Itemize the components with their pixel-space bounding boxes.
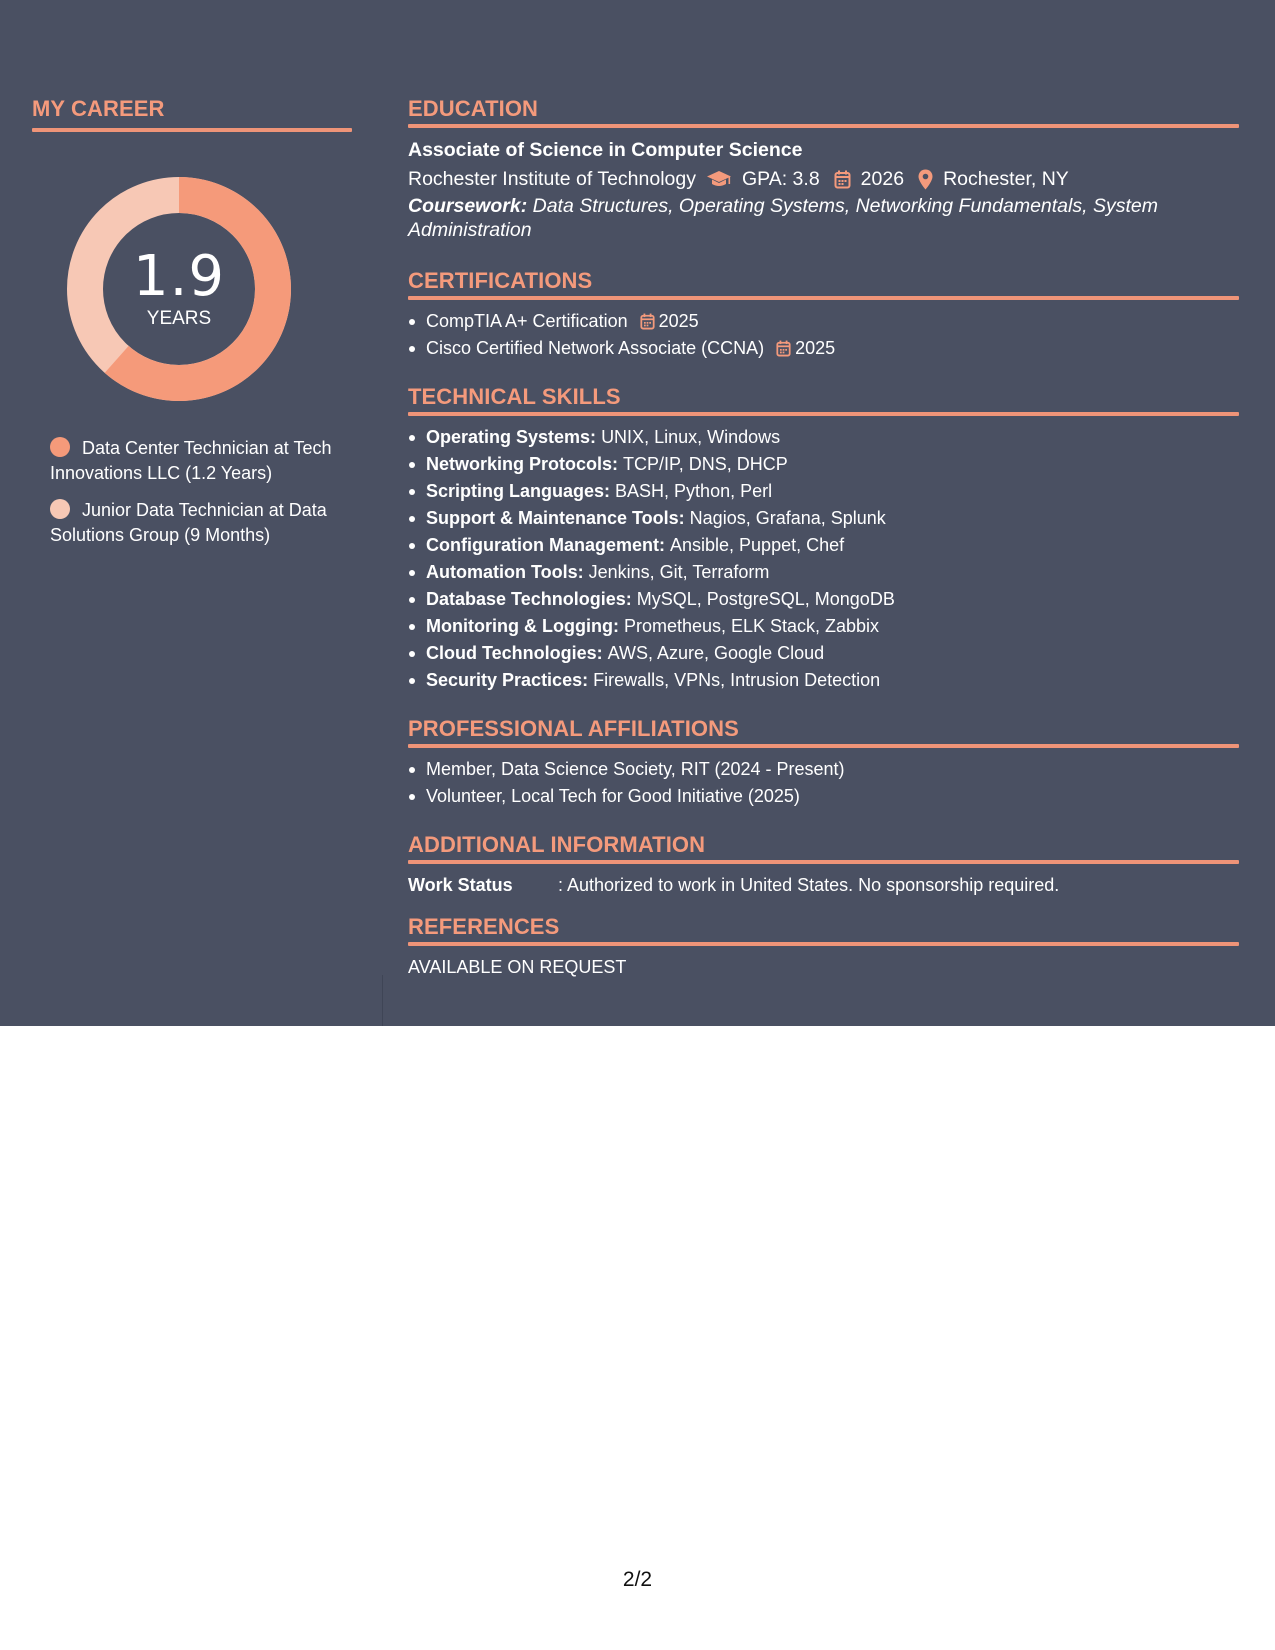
affiliations-title-rule [408,744,1239,748]
skill-value: Prometheus, ELK Stack, Zabbix [623,616,880,636]
legend-dot-icon [50,499,70,519]
education-section [408,94,1239,242]
skills-title: TECHNICAL SKILLS [408,384,621,409]
certifications-section [408,266,1239,362]
skills-title-rule [408,412,1239,416]
skill-value: TCP/IP, DNS, DHCP [623,454,788,474]
additional-info-title-rule [408,860,1239,864]
skill-value: Ansible, Puppet, Chef [670,535,845,555]
work-status-value: : Authorized to work in United States. No sponsorship required. [558,875,1060,895]
skill-label: Monitoring & Logging: [426,616,619,636]
skill-label: Database Technologies: [426,589,632,609]
certification-name: CompTIA A+ Certification [426,311,628,331]
work-status-row [408,872,1239,898]
education-location: Rochester, NY [943,168,1069,190]
references-text: AVAILABLE ON REQUEST [408,957,627,977]
skill-value: AWS, Azure, Google Cloud [607,643,825,663]
career-legend-item [50,436,350,486]
skill-item [408,478,1239,505]
skill-item [408,640,1239,667]
education-school: Rochester Institute of Technology [408,168,696,190]
additional-info-section [408,830,1239,898]
location-pin-icon [918,169,933,190]
skill-label: Scripting Languages: [426,481,611,501]
skill-item [408,505,1239,532]
skill-item [408,586,1239,613]
skill-label: Automation Tools: [426,562,584,582]
coursework-list: Data Structures, Operating Systems, Networking Fundamentals, System Administration [408,195,1158,241]
legend-dot-icon [50,437,70,457]
skill-item [408,613,1239,640]
education-title-rule [408,124,1239,128]
career-legend-item [50,498,350,548]
affiliation-text: Member, Data Science Society, RIT (2024 - Present) [426,759,845,779]
career-total-value: 1.9 [132,244,226,309]
education-meta [408,164,1239,194]
skill-value: MySQL, PostgreSQL, MongoDB [636,589,895,609]
certifications-title-rule [408,296,1239,300]
skill-value: BASH, Python, Perl [615,481,773,501]
references-section [408,912,1239,980]
main-column [408,94,1239,980]
education-year: 2026 [860,168,905,190]
additional-info-title: ADDITIONAL INFORMATION [408,832,706,857]
skill-value: Nagios, Grafana, Splunk [689,508,886,528]
certifications-title: CERTIFICATIONS [408,268,593,293]
column-divider [382,975,383,1026]
skill-value: Jenkins, Git, Terraform [588,562,770,582]
affiliation-text: Volunteer, Local Tech for Good Initiative (2025) [426,786,800,806]
career-role-label: Junior Data Technician at Data Solutions Group (9 Months) [50,500,327,545]
career-section [32,96,352,132]
graduation-cap-icon [706,169,732,189]
calendar-icon [776,340,791,357]
skill-value: UNIX, Linux, Windows [601,427,781,447]
education-title: EDUCATION [408,96,539,121]
coursework-label: Coursework: [408,195,528,217]
calendar-icon [640,313,655,330]
affiliations-list [408,756,1239,810]
education-coursework [408,194,1239,242]
certification-year: 2025 [795,338,836,358]
education-degree: Associate of Science in Computer Science [408,139,803,161]
skills-list [408,424,1239,694]
skill-item [408,451,1239,478]
references-title-rule [408,942,1239,946]
skills-section [408,382,1239,694]
certification-date [776,335,835,362]
career-legend [50,436,350,560]
donut-center-label [66,176,292,402]
skill-item [408,424,1239,451]
certifications-list [408,308,1239,362]
certification-item [408,335,1239,362]
skill-item [408,559,1239,586]
career-total-unit: YEARS [146,308,212,329]
career-role-label: Data Center Technician at Tech Innovations LLC (1.2 Years) [50,438,332,483]
education-gpa: GPA: 3.8 [741,168,820,190]
skill-value: Firewalls, VPNs, Intrusion Detection [593,670,881,690]
certification-name: Cisco Certified Network Associate (CCNA) [426,338,765,358]
certification-item [408,308,1239,335]
skill-item [408,532,1239,559]
skill-label: Security Practices: [426,670,589,690]
calendar-icon [834,170,851,189]
affiliations-section [408,714,1239,810]
affiliation-item [408,783,1239,810]
career-donut-chart [66,176,292,402]
affiliations-title: PROFESSIONAL AFFILIATIONS [408,716,739,741]
skill-item [408,667,1239,694]
references-title: REFERENCES [408,914,560,939]
skill-label: Cloud Technologies: [426,643,603,663]
skill-label: Networking Protocols: [426,454,619,474]
affiliation-item [408,756,1239,783]
skill-label: Operating Systems: [426,427,597,447]
page-number: 2/2 [622,1568,653,1591]
certification-date [640,308,699,335]
skill-label: Support & Maintenance Tools: [426,508,685,528]
career-title: MY CAREER [32,96,165,121]
career-title-rule [32,128,352,132]
certification-year: 2025 [658,311,699,331]
skill-label: Configuration Management: [426,535,665,555]
work-status-label: Work Status [408,875,513,895]
